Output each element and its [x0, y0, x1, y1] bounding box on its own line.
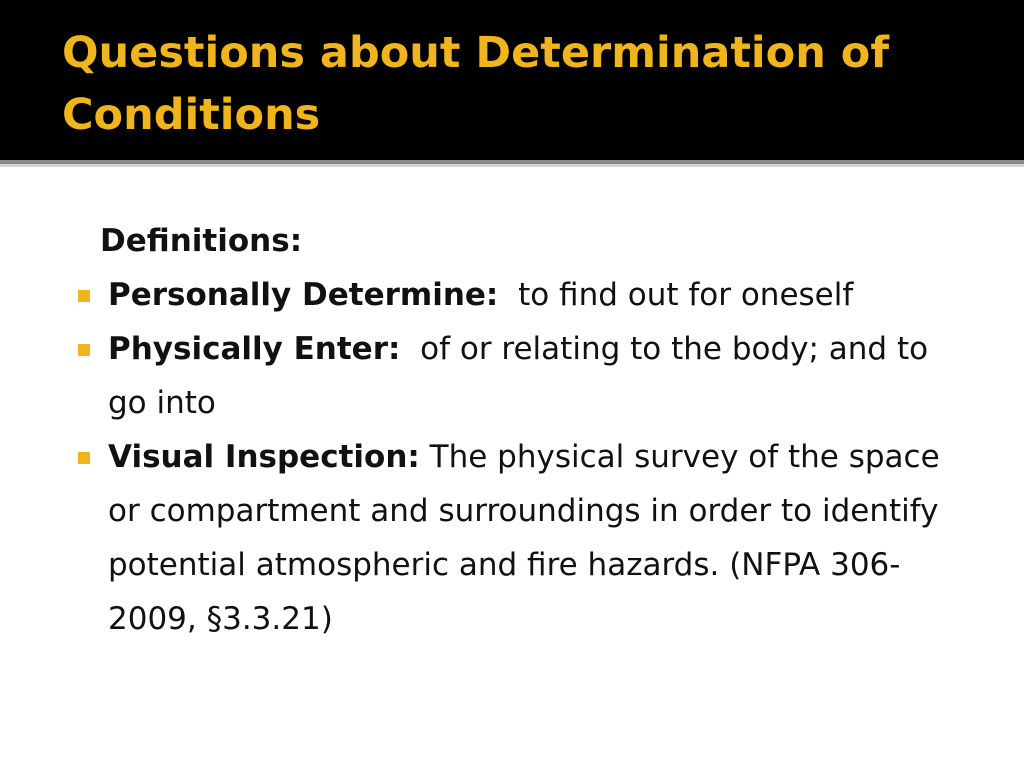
title-divider-highlight: [0, 164, 1024, 167]
definition-text: of or relating to the body; and to go into: [108, 331, 929, 421]
definition-term: Physically Enter:: [108, 331, 401, 367]
definition-text: The physical survey of the space or compartment and surroundings in order to identify potential atmospheric and fire hazards. (NFPA 306-2009, §3.3.21): [108, 439, 940, 637]
list-item: [72, 322, 962, 430]
definitions-heading: Definitions:: [100, 223, 303, 259]
definition-term: Visual Inspection:: [108, 439, 420, 475]
definitions-list: [72, 268, 962, 646]
title-bar: [0, 0, 1024, 160]
definition-term: Personally Determine:: [108, 277, 499, 313]
list-item: [72, 268, 962, 322]
slide-title: Questions about Determination of Conditions: [62, 28, 890, 140]
square-bullet-icon: [78, 290, 90, 302]
square-bullet-icon: [78, 344, 90, 356]
list-item: [72, 430, 962, 646]
definition-text: to find out for oneself: [518, 277, 854, 313]
slide-body: [72, 214, 962, 646]
square-bullet-icon: [78, 452, 90, 464]
